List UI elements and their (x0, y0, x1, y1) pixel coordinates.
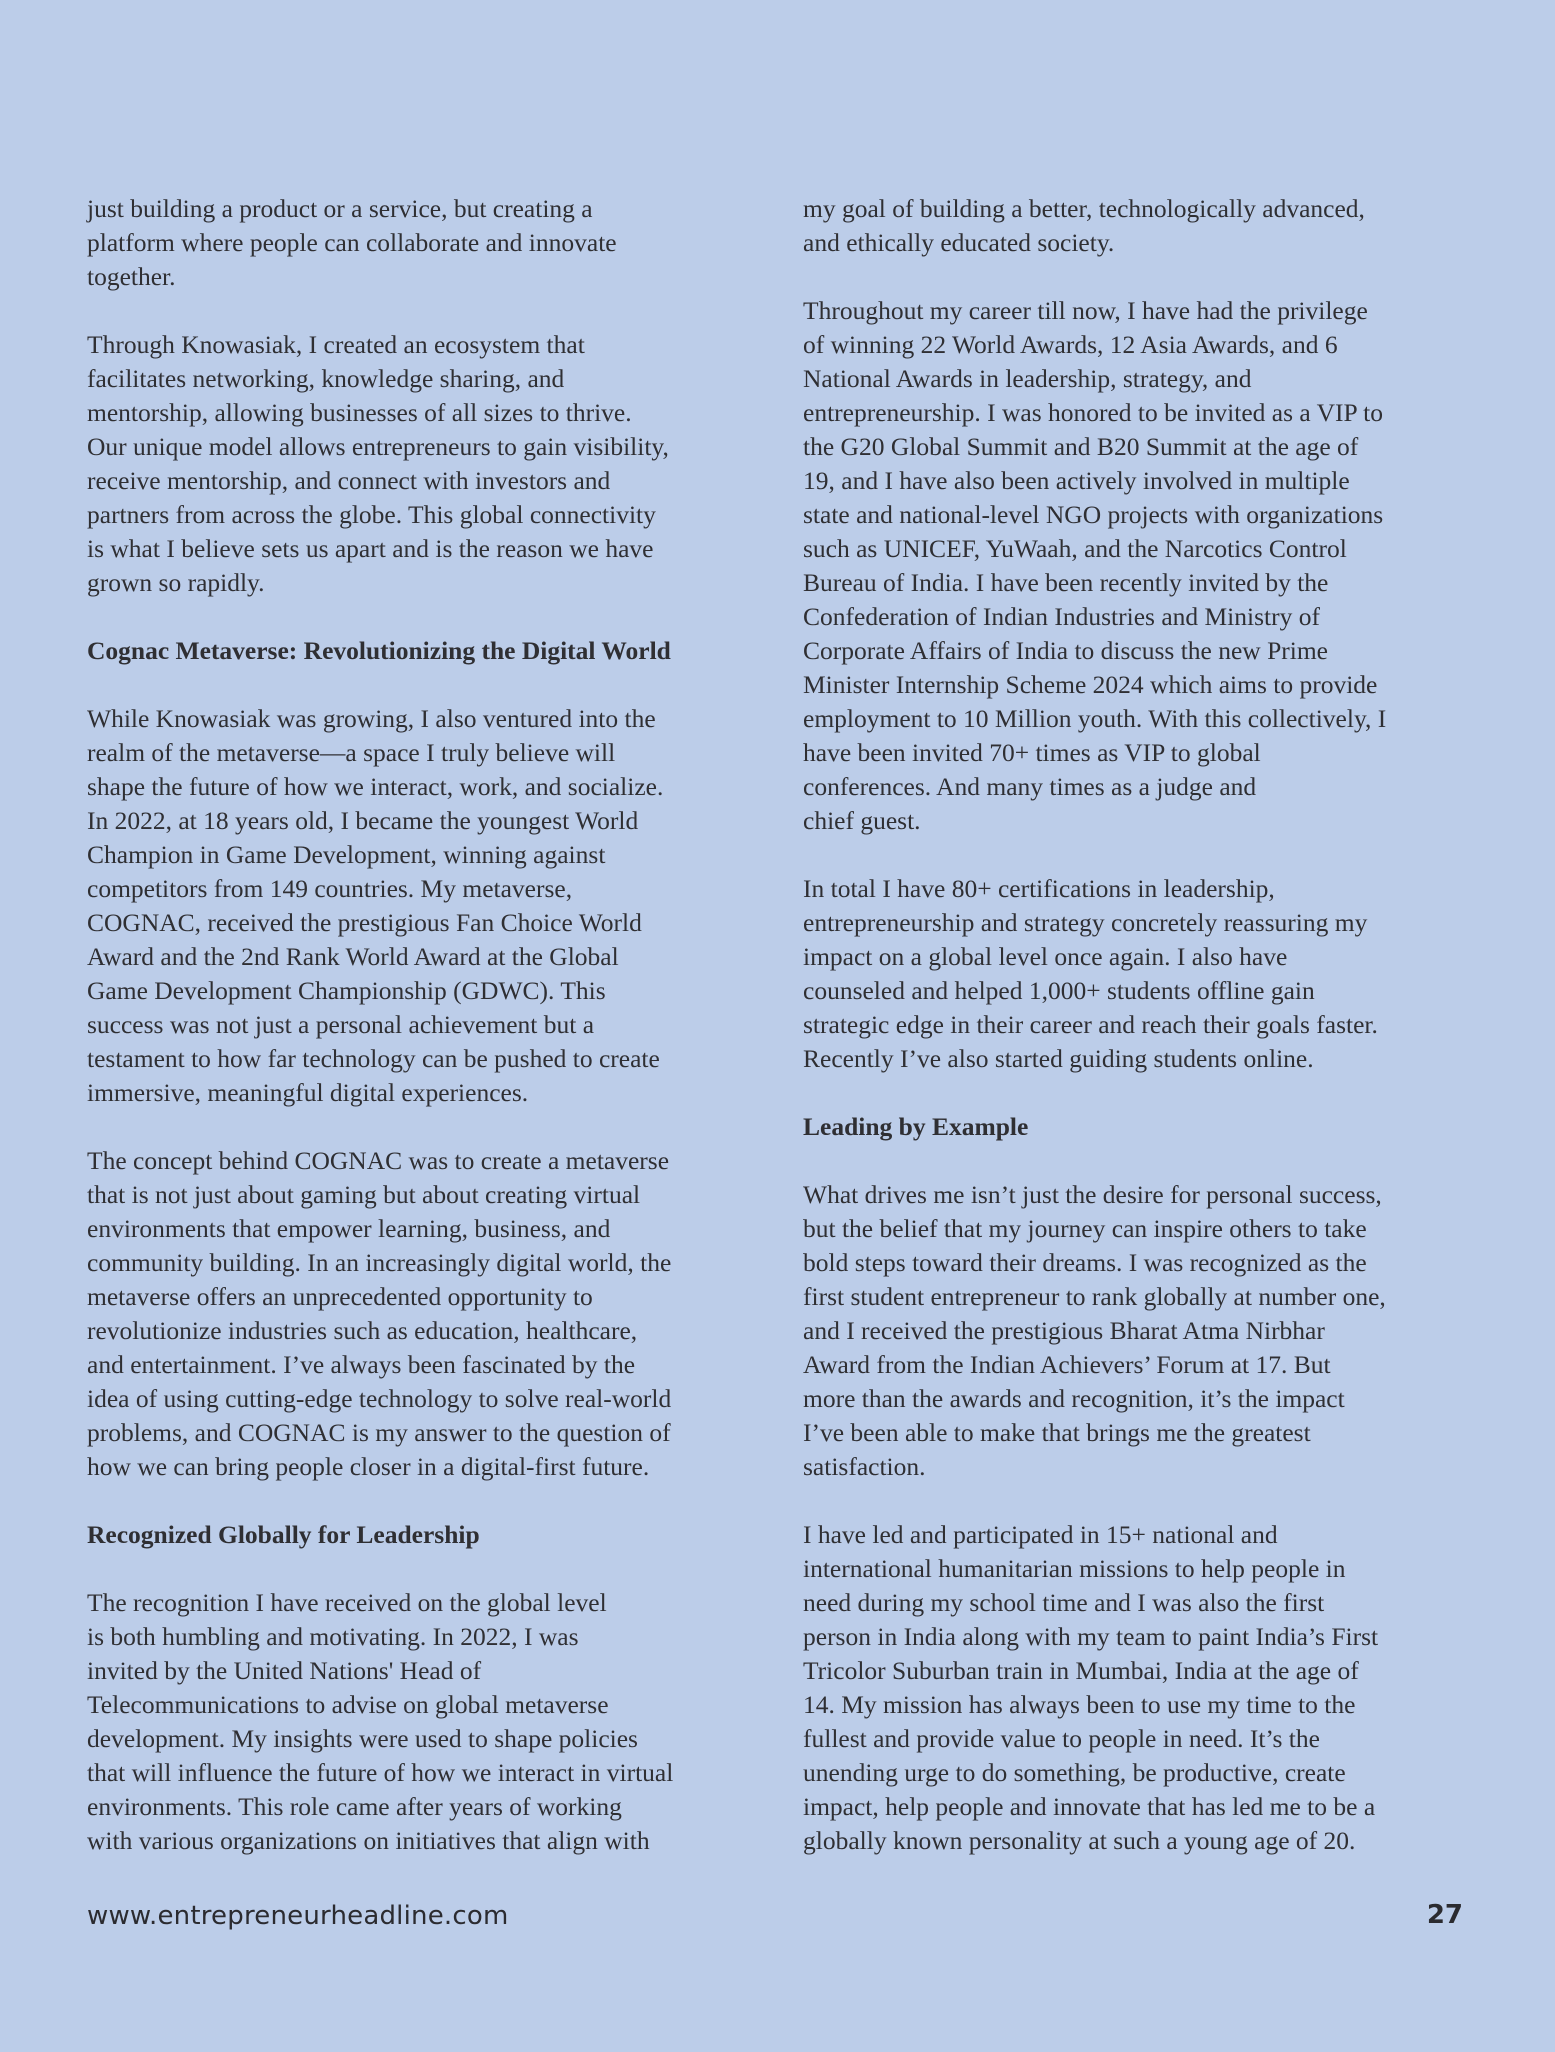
paragraph-metaverse-champion: While Knowasiak was growing, I also ventured into the realm of the metaverse—a space I truly believe will shape the future of how we interact, work, and socialize. In 2022, at 18 years old, I became the youngest World Champion in Game Development, winning against competitors from 149 countries. My metaverse, COGNAC, received the prestigious Fan Choice World Award and the 2nd Rank World Award at the Global Game Development Championship (GDWC). This success was not just a personal achievement but a testament to how far technology can be pushed to create immersive, meaningful digital experiences. (87, 704, 664, 1107)
paragraph-platform: just building a product or a service, but creating a platform where people can collaborate and innovate together. (87, 194, 617, 291)
section-heading-recognized-globally: Recognized Globally for Leadership (87, 1520, 480, 1549)
footer-website-url: www.entrepreneurheadline.com (87, 1901, 509, 1931)
page-number: 27 (1426, 1900, 1463, 1930)
section-heading-leading-by-example: Leading by Example (803, 1112, 1029, 1141)
paragraph-goal-society: my goal of building a better, technologically advanced, and ethically educated society. (803, 194, 1365, 257)
paragraph-drives-me: What drives me isn’t just the desire for personal success, but the belief that my journey can inspire others to take bold steps toward their dreams. I was recognized as the first student entrepreneur to rank globally at number one, and I received the prestigious Bharat Atma Nirbhar Award from the Indian Achievers’ Forum at 17. But more than the awards and recognition, it’s the impact I’ve been able to make that brings me the greatest satisfaction. (803, 1180, 1386, 1481)
left-column (87, 192, 759, 1892)
paragraph-un-recognition: The recognition I have received on the global level is both humbling and motivating. In 2022, I was invited by the United Nations' Head of Telecommunications to advise on global metaverse development. My insights were used to shape policies that will influence the future of how we interact in virtual environments. This role came after years of working with various organizations on initiatives that align with (87, 1588, 674, 1855)
paragraph-cognac-concept: The concept behind COGNAC was to create a metaverse that is not just about gaming but about creating virtual environments that empower learning, business, and community building. In an increasingly digital world, the metaverse offers an unprecedented opportunity to revolutionize industries such as education, healthcare, and entertainment. I’ve always been fascinated by the idea of using cutting-edge technology to solve real-world problems, and COGNAC is my answer to the question of how we can bring people closer in a digital-first future. (87, 1146, 672, 1481)
right-column (803, 192, 1475, 1892)
paragraph-certifications: In total I have 80+ certifications in leadership, entrepreneurship and strategy concretely reassuring my impact on a global level once again. I also have counseled and helped 1,000+ students offline gain strategic edge in their career and reach their goals faster. Recently I’ve also started guiding students online. (803, 874, 1378, 1073)
section-heading-cognac-metaverse: Cognac Metaverse: Revolutionizing the Digital World (87, 636, 671, 665)
paragraph-knowasiak-ecosystem: Through Knowasiak, I created an ecosystem that facilitates networking, knowledge sharing, and mentorship, allowing businesses of all sizes to thrive. Our unique model allows entrepreneurs to gain visibility, receive mentorship, and connect with investors and partners from across the globe. This global connectivity is what I believe sets us apart and is the reason we have grown so rapidly. (87, 330, 669, 597)
paragraph-humanitarian-missions: I have led and participated in 15+ national and international humanitarian missions to help people in need during my school time and I was also the first person in India along with my team to paint India’s First Tricolor Suburban train in Mumbai, India at the age of 14. My mission has always been to use my time to the fullest and provide value to people in need. It’s the unending urge to do something, be productive, create impact, help people and innovate that has led me to be a globally known personality at such a young age of 20. (803, 1520, 1379, 1855)
paragraph-awards: Throughout my career till now, I have had the privilege of winning 22 World Awards, 12 Asia Awards, and 6 National Awards in leadership, strategy, and entrepreneurship. I was honored to be invited as a VIP to the G20 Global Summit and B20 Summit at the age of 19, and I have also been actively involved in multiple state and national-level NGO projects with organizations such as UNICEF, YuWaah, and the Narcotics Control Bureau of India. I have been recently invited by the Confederation of Indian Industries and Ministry of Corporate Affairs of India to discuss the new Prime Minister Internship Scheme 2024 which aims to provide employment to 10 Million youth. With this collectively, I have been invited 70+ times as VIP to global conferences. And many times as a judge and chief guest. (803, 296, 1387, 835)
